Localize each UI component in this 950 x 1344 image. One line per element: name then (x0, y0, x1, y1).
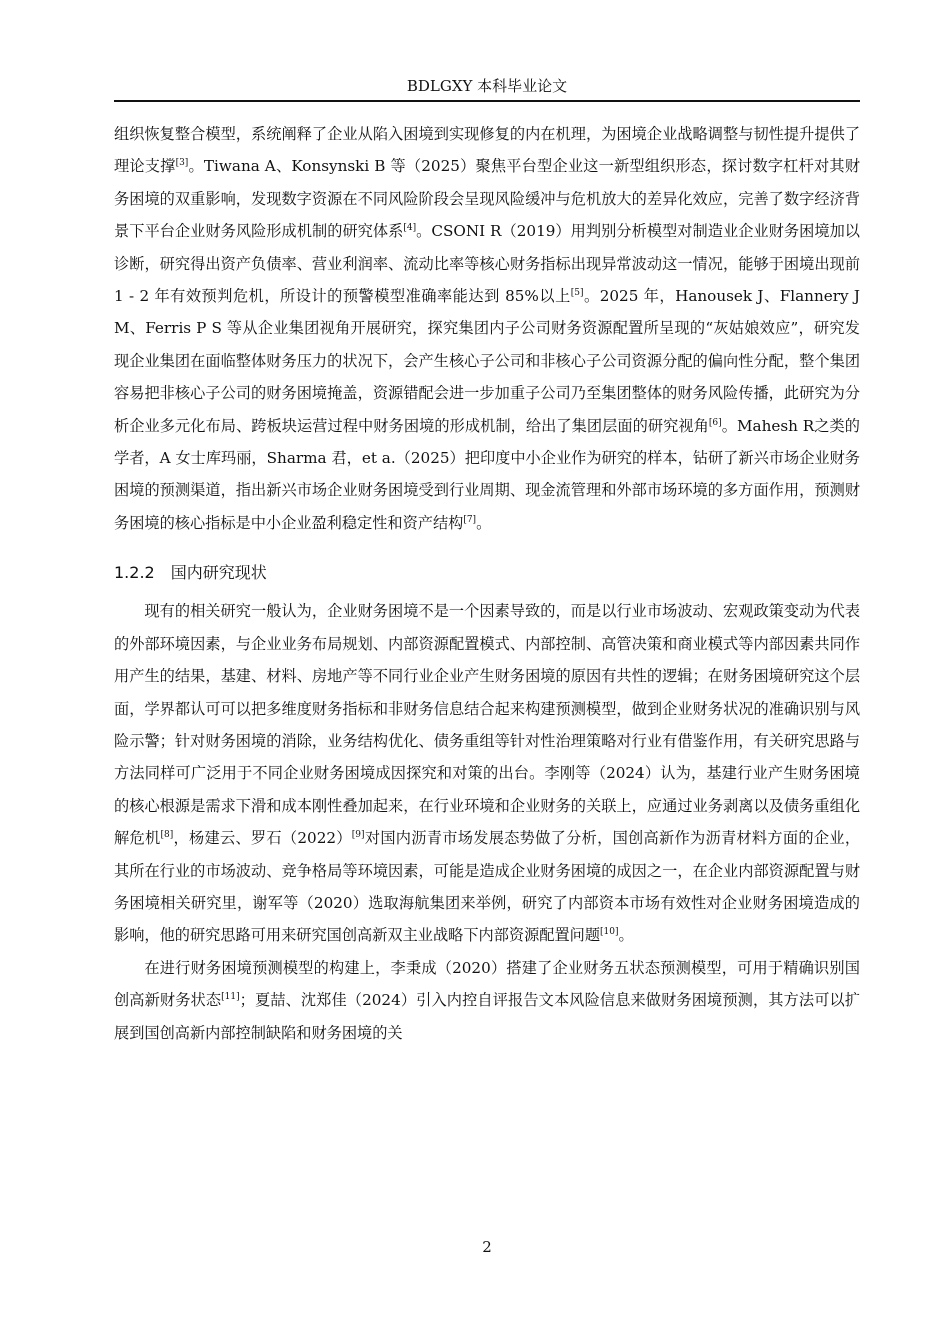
paragraph-foreign-research (114, 118, 860, 539)
section-heading (114, 561, 860, 585)
paragraph-prediction-models (114, 952, 860, 1049)
text-run: 在进行财务困境预测模型的构建上，李秉成（2020）搭建了企业财务五状态预测模型，可用于精确识别国创高新财务状态 (114, 958, 860, 1010)
citation-marker: [4] (403, 223, 417, 234)
section-number: 1.2.2 (114, 563, 155, 583)
running-header: BDLGXY 本科毕业论文 (406, 77, 568, 95)
text-run: ，杨建云、罗石（2022） (173, 829, 352, 848)
text-run: ；夏喆、沈郑佳（2024）引入内控自评报告文本风险信息来做财务困境预测，其方法可以扩展到国创高新内部控制缺陷和财务困境的关 (114, 991, 860, 1042)
citation-marker: [6] (708, 417, 722, 428)
citation-marker: [8] (160, 830, 174, 841)
text-run: 对国内沥青市场发展态势做了分析，国创高新作为沥青材料方面的企业，其所在行业的市场波动、竞争格局等环境因素，可能是造成企业财务困境的成因之一，在企业内部资源配置与财务困境相关研究里，谢军等（2020）选取海航集团来举例，研究了内部资本市场有效性对企业财务困境造成的影响，他的研究思路可用来研究国创高新双主业战略下内部资源配置问题 (114, 829, 861, 945)
citation-marker: [7] (463, 514, 477, 525)
citation-marker: [10] (600, 927, 619, 938)
page-number: 2 (482, 1238, 492, 1256)
paragraph-domestic-research (114, 595, 860, 951)
text-run: 现有的相关研究一般认为，企业财务困境不是一个因素导致的，而是以行业市场波动、宏观政策变动为代表的外部环境因素，与企业业务布局规划、内部资源配置模式、内部控制、高管决策和商业模式等内部因素共同作用产生的结果，基建、材料、房地产等不同行业企业产生财务困境的原因有共性的逻辑；在财务困境研究这个层面，学界都认可可以把多维度财务指标和非财务信息结合起来构建预测模型，做到企业财务状况的准确识别与风险示警；针对财务困境的消除，业务结构优化、债务重组等针对性治理策略对行业有借鉴作用，有关研究思路与方法同样可广泛用于不同企业财务困境成因探究和对策的出台。李刚等（2024）认为，基建行业产生财务困境的核心根源是需求下滑和成本刚性叠加起来，在行业环境和企业财务的关联上，应通过业务剥离以及债务重组化解危机 (114, 602, 860, 848)
citation-marker: [9] (351, 830, 365, 841)
text-run: 。2025 年，Hanousek J、Flannery J M、Ferris P S 等从企业集团视角开展研究，探究集团内子公司财务资源配置所呈现的“灰姑娘效应”，研究发现企业集团在面临整体财务压力的状况下，会产生核心子公司和非核心子公司资源分配的偏向性分配，整个集团容易把非核心子公司的财务困境掩盖，资源错配会进一步加重子公司乃至集团整体的财务风险传播，此研究为分析企业多元化布局、跨板块运营过程中财务困境的形成机制，给出了集团层面的研究视角 (114, 287, 860, 435)
header-rule (114, 100, 860, 102)
citation-marker: [5] (570, 287, 584, 298)
text-run: 。 (618, 926, 634, 945)
text-run: 。CSONI R（2019）用判别分析模型对制造业企业财务困境加以诊断，研究得出资产负债率、营业利润率、流动比率等核心财务指标出现异常波动这一情况，能够于困境出现前 1 - 2 年有效预判危机，所设计的预警模型准确率能达到 85%以上 (114, 222, 860, 306)
body-text (114, 118, 860, 1049)
text-run: 。 (476, 513, 492, 532)
citation-marker: [11] (221, 992, 240, 1003)
text-run: 。Tiwana A、Konsynski B 等（2025）聚焦平台型企业这一新型组织形态，探讨数字杠杆对其财务困境的双重影响，发现数字资源在不同风险阶段会呈现风险缓冲与危机放大的差异化效应，完善了数字经济背景下平台企业财务风险形成机制的研究体系 (114, 157, 861, 241)
text-run: 。Mahesh R之类的学者，A 女士库玛丽，Sharma 君，et a.（2025）把印度中小企业作为研究的样本，钻研了新兴市场企业财务困境的预测渠道，指出新兴市场企业财务困境受到行业周期、现金流管理和外部市场环境的多方面作用，预测财务困境的核心指标是中小企业盈利稳定性和资产结构 (114, 416, 860, 532)
citation-marker: [3] (175, 158, 189, 169)
section-title: 国内研究现状 (170, 563, 267, 583)
text-run: 组织恢复整合模型，系统阐释了企业从陷入困境到实现修复的内在机理，为困境企业战略调整与韧性提升提供了理论支撑 (114, 125, 860, 176)
